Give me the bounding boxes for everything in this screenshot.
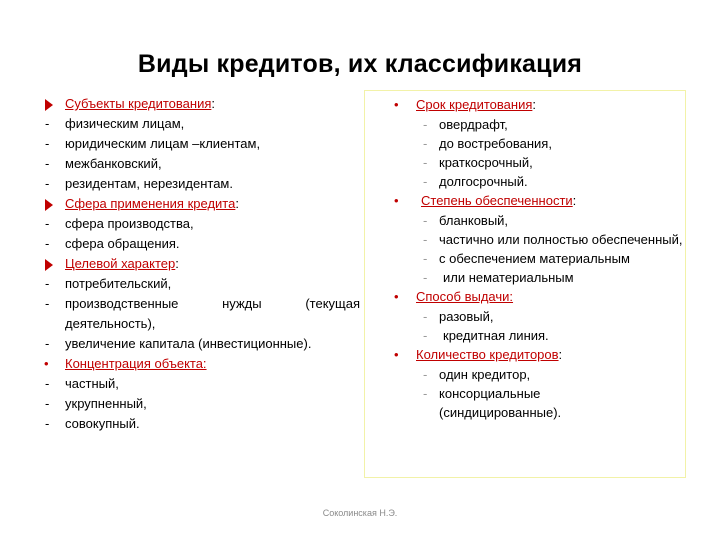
list-item: - один кредитор, (423, 367, 531, 382)
dash-bullet-icon: - (423, 270, 428, 285)
heading-issue-method-text: Способ выдачи: (416, 289, 514, 304)
list-item: - краткосрочный, (423, 155, 533, 170)
heading-subjects: Субъекты кредитования: (44, 94, 360, 114)
list-item: - кредитная линия. (423, 328, 549, 343)
round-bullet-icon: • (394, 193, 399, 208)
dash-bullet-icon: - (423, 232, 428, 247)
heading-sphere: Сфера применения кредита: (44, 194, 360, 214)
dash-bullet-icon: - (423, 309, 428, 324)
heading-creditors-text: Количество кредиторов (416, 347, 559, 362)
round-bullet-icon: • (394, 97, 399, 112)
heading-subjects-text: Субъекты кредитования (65, 96, 212, 111)
dash-bullet-icon: - (45, 276, 50, 291)
list-item: - производственные нужды (текущая деятельность), (45, 296, 360, 331)
dash-bullet-icon: - (423, 117, 428, 132)
dash-bullet-icon: - (423, 386, 428, 401)
round-bullet-icon: • (394, 347, 399, 362)
list-item: - разовый, (423, 309, 494, 324)
heading-security-text: Степень обеспеченности (421, 193, 573, 208)
heading-creditors: • Количество кредиторов: (365, 345, 685, 365)
dash-bullet-icon: - (423, 367, 428, 382)
heading-purpose-text: Целевой характер (65, 256, 176, 271)
dash-bullet-icon: - (423, 328, 428, 343)
dash-bullet-icon: - (423, 174, 428, 189)
heading-concentration-text: Концентрация объекта: (65, 356, 207, 371)
round-bullet-icon: • (394, 289, 399, 304)
list-item: - или нематериальным (423, 270, 574, 285)
dash-bullet-icon: - (423, 155, 428, 170)
slide-title: Виды кредитов, их классификация (137, 50, 583, 78)
list-item: - овердрафт, (423, 117, 508, 132)
heading-security: • Степень обеспеченности: (365, 191, 685, 211)
list-item: - межбанковский, (44, 154, 360, 174)
list-item: - бланковый, (423, 213, 509, 228)
list-item: - увеличение капитала (инвестиционные). (44, 334, 360, 354)
footer-author: Соколинская Н.Э. (322, 508, 398, 518)
heading-concentration (44, 354, 360, 374)
dash-bullet-icon: - (45, 136, 50, 151)
dash-bullet-icon: - (45, 176, 50, 191)
right-column (364, 90, 686, 478)
dash-bullet-icon: - (45, 156, 50, 171)
list-item: - укрупненный, (44, 394, 360, 414)
list-item: - совокупный. (44, 414, 360, 434)
list-item: - консорциальные (синдицированные). (423, 386, 562, 420)
left-column (44, 94, 360, 434)
list-item: - долгосрочный. (423, 174, 528, 189)
dash-bullet-icon: - (45, 236, 50, 251)
dash-bullet-icon: - (45, 376, 50, 391)
list-item: - юридическим лицам –клиентам, (44, 134, 360, 154)
dash-bullet-icon: - (423, 251, 428, 266)
list-item: - сфера обращения. (44, 234, 360, 254)
list-item: - резидентам, нерезидентам. (44, 174, 360, 194)
heading-term: • Срок кредитования: (365, 95, 685, 115)
dash-bullet-icon: - (45, 416, 50, 431)
heading-term-text: Срок кредитования (416, 97, 533, 112)
round-bullet-icon: • (44, 356, 49, 371)
dash-bullet-icon: - (45, 216, 50, 231)
list-item: - с обеспечением материальным (423, 251, 630, 266)
list-item: - до востребования, (423, 136, 552, 151)
list-item: - физическим лицам, (44, 114, 360, 134)
list-item: - сфера производства, (44, 214, 360, 234)
list-item: - частично или полностью обеспеченный, (423, 232, 683, 247)
heading-sphere-text: Сфера применения кредита (65, 196, 236, 211)
dash-bullet-icon: - (423, 213, 428, 228)
dash-bullet-icon: - (423, 136, 428, 151)
list-item: - потребительский, (44, 274, 360, 294)
list-item: - частный, (44, 374, 360, 394)
dash-bullet-icon: - (45, 396, 50, 411)
dash-bullet-icon: - (45, 336, 50, 351)
heading-purpose: Целевой характер: (44, 254, 360, 274)
dash-bullet-icon: - (45, 296, 50, 311)
heading-issue-method (365, 287, 685, 307)
dash-bullet-icon: - (45, 116, 50, 131)
